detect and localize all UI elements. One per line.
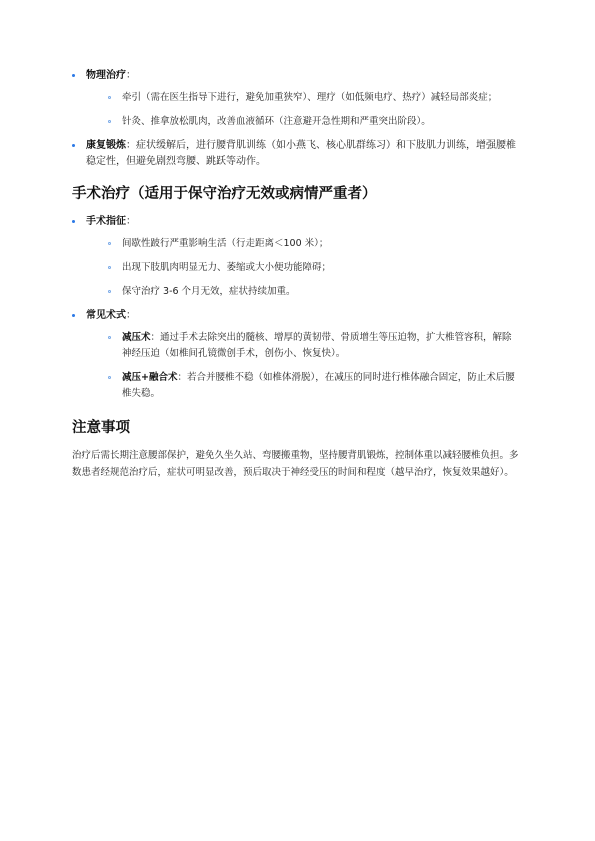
physical-therapy-sublist (86, 90, 521, 130)
bullet-dot-icon (72, 220, 75, 223)
bullet-circle-icon (108, 376, 111, 379)
list-item: 间歇性跛行严重影响生活（行走距离＜100 米）； (86, 236, 521, 252)
list-item-physical-therapy: 物理治疗： 牵引（需在医生指导下进行，避免加重狭窄）、理疗（如低频电疗、热疗）减轻局部炎症； 针灸、推拿放松肌肉，改善血液循环（注意避开急性期和严重突出阶段）。 (72, 68, 521, 130)
bullet-circle-icon (108, 290, 111, 293)
bullet-dot-icon (72, 74, 75, 77)
bullet-dot-icon (72, 144, 75, 147)
list-item: 针灸、推拿放松肌肉，改善血液循环（注意避开急性期和严重突出阶段）。 (86, 114, 521, 130)
list-item-decompression: 减压术：通过手术去除突出的髓核、增厚的黄韧带、骨质增生等压迫物，扩大椎管容积，解除神经压迫（如椎间孔镜微创手术，创伤小、恢复快）。 (86, 330, 521, 362)
list-item-decompression-fusion: 减压+融合术：若合并腰椎不稳（如椎体滑脱），在减压的同时进行椎体融合固定，防止术后腰椎失稳。 (86, 370, 521, 402)
list-item-rehab-exercise: 康复锻炼：症状缓解后，进行腰背肌训练（如小燕飞、核心肌群练习）和下肢肌力训练，增强腰椎稳定性，但避免剧烈弯腰、跳跃等动作。 (72, 138, 521, 170)
treatment-list-top (72, 68, 521, 170)
notes-paragraph: 治疗后需长期注意腰部保护，避免久坐久站、弯腰搬重物，坚持腰背肌锻炼，控制体重以减轻腰椎负担。多数患者经规范治疗后，症状可明显改善，预后取决于神经受压的时间和程度（越早治疗，恢复效果越好）。 (72, 450, 519, 478)
bullet-circle-icon (108, 242, 111, 245)
surgery-heading: 手术治疗（适用于保守治疗无效或病情严重者） (72, 186, 377, 202)
physical-therapy-label: 物理治疗 (86, 70, 126, 81)
rehab-text: 症状缓解后，进行腰背肌训练（如小燕飞、核心肌群练习）和下肢肌力训练，增强腰椎稳定性，但避免剧烈弯腰、跳跃等动作。 (86, 140, 516, 167)
procedures-label: 常见术式 (86, 310, 126, 321)
bullet-dot-icon (72, 314, 75, 317)
surgery-list (72, 214, 521, 402)
list-item: 牵引（需在医生指导下进行，避免加重狭窄）、理疗（如低频电疗、热疗）减轻局部炎症； (86, 90, 521, 106)
bullet-circle-icon (108, 120, 111, 123)
bullet-circle-icon (108, 336, 111, 339)
list-item-surgery-procedures: 常见术式： 减压术：通过手术去除突出的髓核、增厚的黄韧带、骨质增生等压迫物，扩大椎管容积，解除神经压迫（如椎间孔镜微创手术，创伤小、恢复快）。 减压+融合术：若合并腰椎不稳（如椎体滑脱），在减压的同时进行椎体融合固定，防止术后腰椎失稳。 (72, 308, 521, 402)
indications-sublist (86, 236, 521, 300)
list-item: 保守治疗 3-6 个月无效，症状持续加重。 (86, 284, 521, 300)
notes-heading: 注意事项 (72, 420, 130, 436)
bullet-circle-icon (108, 266, 111, 269)
indications-label: 手术指征 (86, 216, 126, 227)
rehab-label: 康复锻炼 (86, 140, 126, 151)
procedures-sublist (86, 330, 521, 402)
list-item: 出现下肢肌肉明显无力、萎缩或大小便功能障碍； (86, 260, 521, 276)
list-item-surgery-indications: 手术指征： 间歇性跛行严重影响生活（行走距离＜100 米）； 出现下肢肌肉明显无力、萎缩或大小便功能障碍； 保守治疗 3-6 个月无效，症状持续加重。 (72, 214, 521, 300)
bullet-circle-icon (108, 96, 111, 99)
